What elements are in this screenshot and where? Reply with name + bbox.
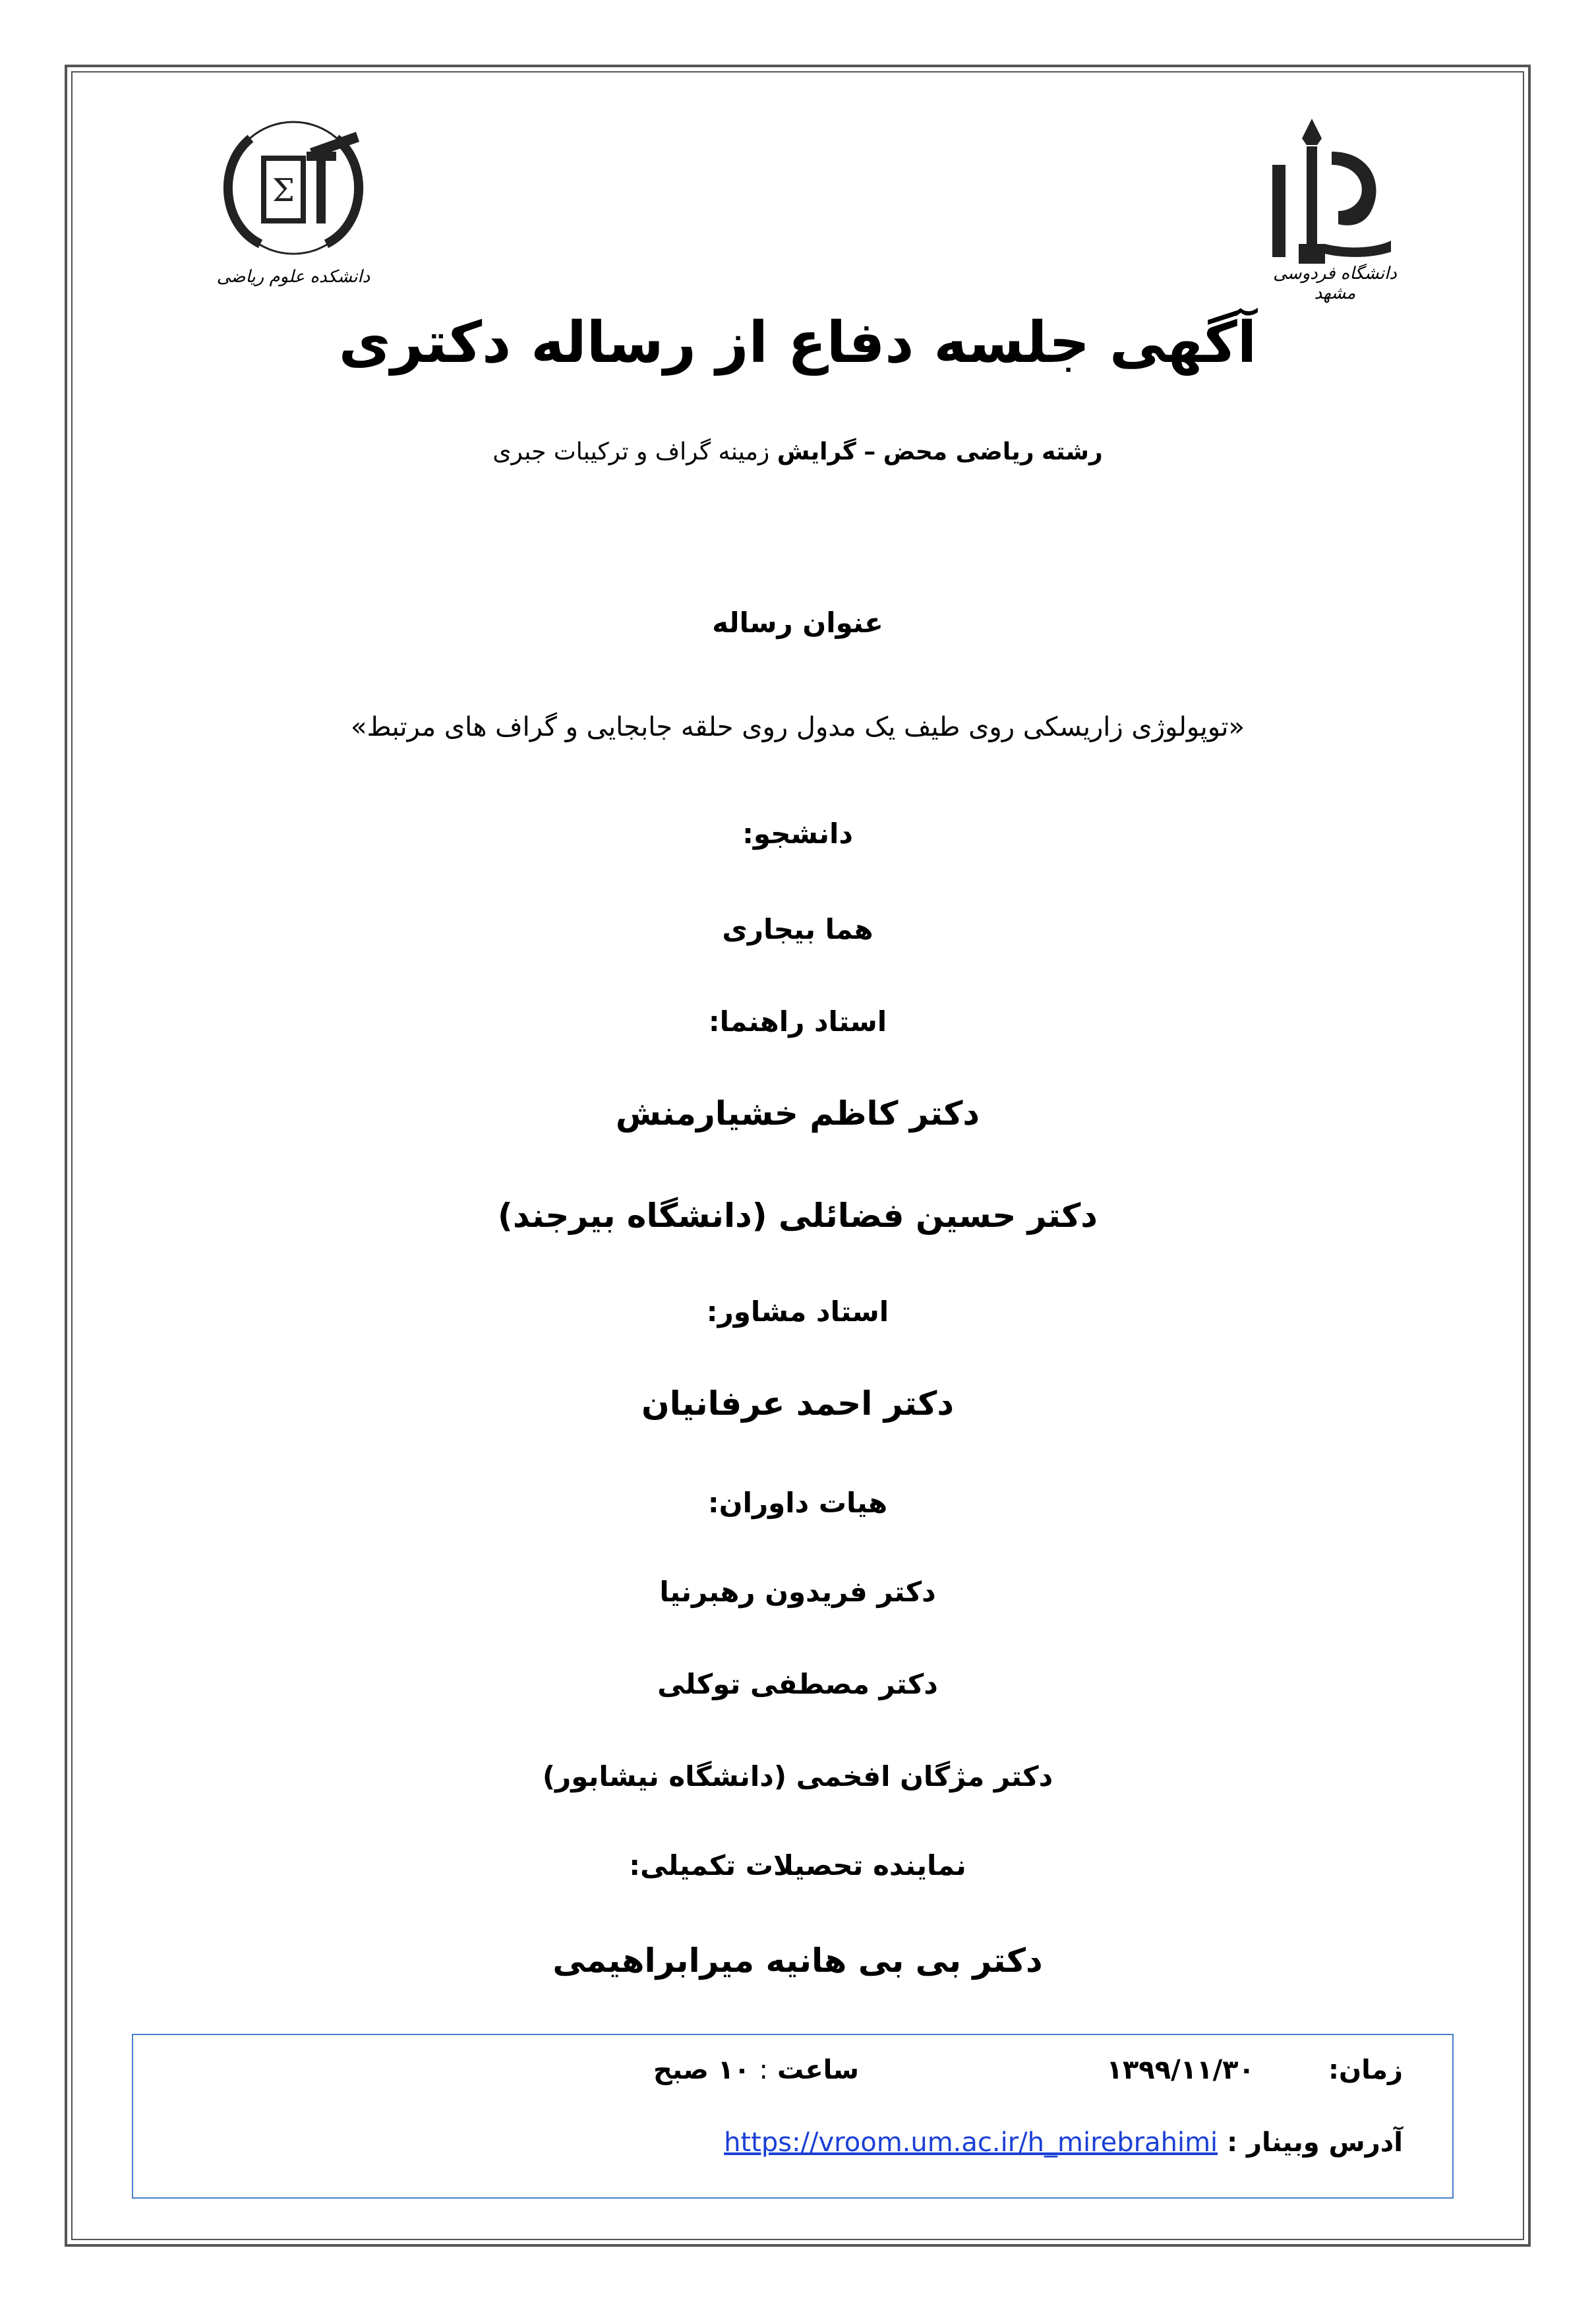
referee-name-3: دکتر مژگان افخمی (دانشگاه نیشابور): [542, 1760, 1053, 1793]
webinar-row: [724, 2127, 1403, 2158]
referees-label: هیات داوران:: [707, 1487, 888, 1519]
page-border-inner: [71, 71, 1524, 2240]
thesis-label: عنوان رساله: [712, 607, 883, 639]
advisor-name: دکتر احمد عرفانیان: [641, 1384, 955, 1423]
session-info-box: [132, 2034, 1454, 2199]
supervisor-name-2: دکتر حسین فضائلی (دانشگاه بیرجند): [498, 1197, 1098, 1235]
date-label: زمان:: [1328, 2055, 1403, 2085]
page-title: آگهی جلسه دفاع از رساله دکتری: [338, 310, 1257, 376]
graduate-rep-name: دکتر بی بی هانیه میرابراهیمی: [552, 1941, 1043, 1980]
time-value: ۱۰ صبح: [653, 2055, 750, 2085]
university-logo: [1259, 112, 1411, 303]
time-separator: :: [759, 2055, 769, 2085]
book-sigma-icon: [211, 112, 376, 264]
webinar-link[interactable]: https://vroom.um.ac.ir/h_mirebrahimi: [724, 2127, 1218, 2158]
time-block: [653, 2055, 859, 2085]
track-value: زمینه گراف و ترکیبات جبری: [492, 438, 770, 465]
time-label: ساعت: [777, 2055, 859, 2085]
thesis-title: «توپولوژی زاریسکی روی طیف یک مدول روی حلقه جابجایی و گراف های مرتبط»: [351, 712, 1245, 742]
subtitle-dash: –: [864, 438, 876, 465]
student-label: دانشجو:: [742, 817, 853, 850]
supervisor-name-1: دکتر کاظم خشیارمنش: [615, 1094, 980, 1133]
field-label: رشته: [1042, 438, 1103, 465]
webinar-label: آدرس وبینار :: [1227, 2127, 1403, 2158]
advisor-label: استاد مشاور:: [706, 1295, 889, 1328]
student-name: هما بیجاری: [722, 913, 873, 945]
referee-name-1: دکتر فریدون رهبرنیا: [659, 1576, 936, 1608]
supervisor-label: استاد راهنما:: [708, 1005, 887, 1038]
date-value: ۱۳۹۹/۱۱/۳۰: [1106, 2055, 1255, 2085]
graduate-rep-label: نماینده تحصیلات تکمیلی:: [629, 1849, 966, 1882]
field-subtitle: [132, 438, 1463, 465]
faculty-logo: [211, 112, 376, 297]
university-logo-caption: دانشگاه فردوسی مشهد: [1273, 264, 1397, 303]
faculty-logo-caption: دانشکده علوم ریاضی: [216, 267, 370, 287]
track-label: گرایش: [777, 438, 856, 465]
field-value: ریاضی محض: [883, 438, 1034, 465]
referee-name-2: دکتر مصطفی توکلی: [657, 1668, 938, 1700]
svg-text:Σ: Σ: [272, 172, 295, 209]
